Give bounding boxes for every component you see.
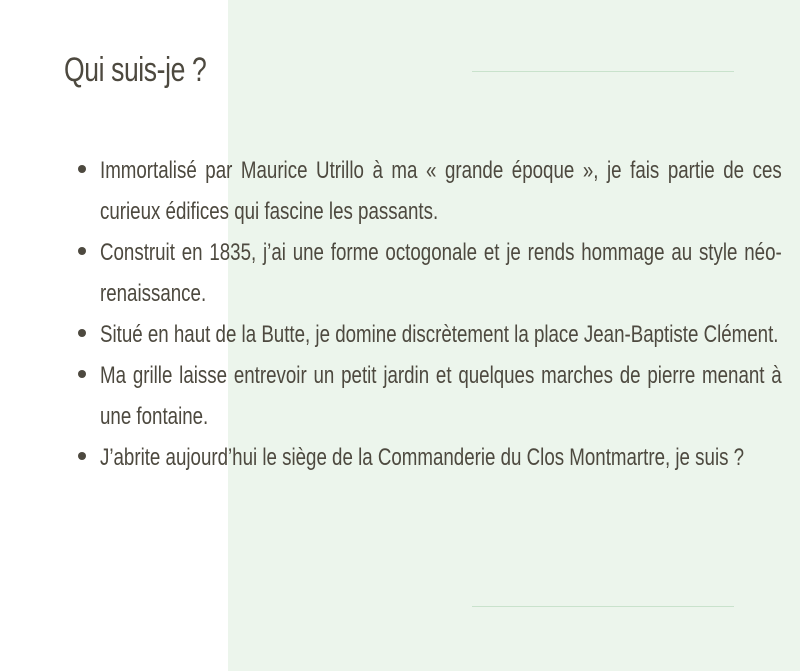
top-divider [472,71,734,72]
clue-list [100,150,782,478]
list-item [100,355,782,437]
list-item-text: Immortalisé par Maurice Utrillo à ma « grande époque », je fais partie de ces curieux édifices qui fascine les passants. [100,157,782,225]
bullet-icon [78,165,86,173]
bottom-divider [472,606,734,607]
bullet-icon [78,329,86,337]
list-item-text: Ma grille laisse entrevoir un petit jardin et quelques marches de pierre menant à une fontaine. [100,362,782,430]
bullet-icon [78,247,86,255]
list-item-text: Construit en 1835, j’ai une forme octogonale et je rends hommage au style néo-renaissance. [100,239,782,307]
list-item [100,232,782,314]
list-item-text: J’abrite aujourd’hui le siège de la Commanderie du Clos Montmartre, je suis ? [100,444,745,471]
bullet-icon [78,370,86,378]
list-item-text: Situé en haut de la Butte, je domine discrètement la place Jean-Baptiste Clément. [100,321,779,348]
list-item [100,150,782,232]
list-item [100,314,782,355]
bullet-icon [78,452,86,460]
list-item [100,437,782,478]
page-title: Qui suis-je ? [64,51,207,89]
